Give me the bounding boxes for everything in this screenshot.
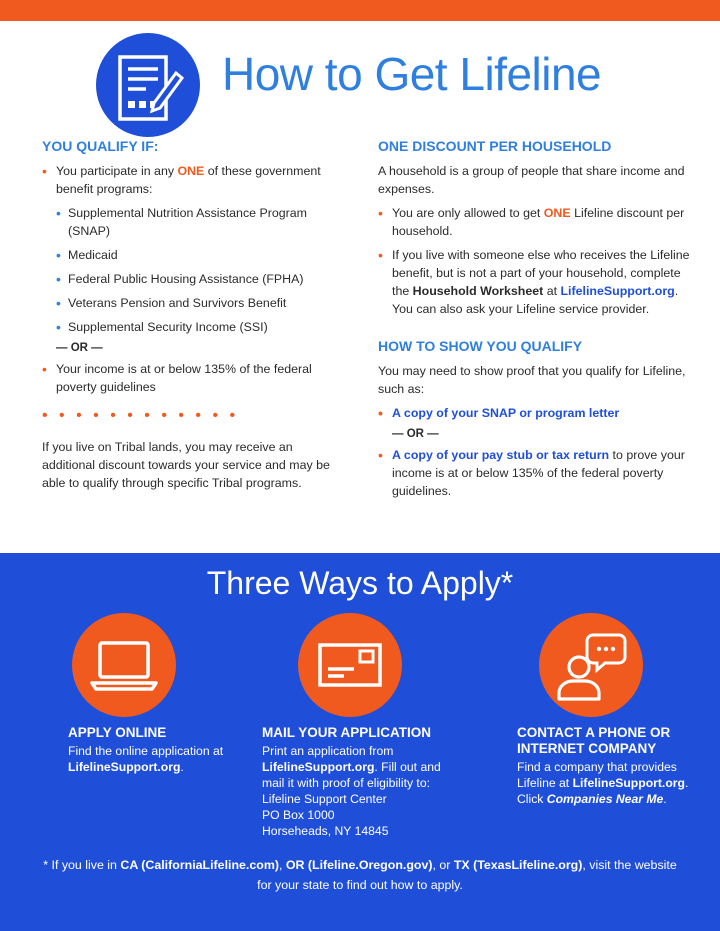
mail-application-link[interactable]: LifelineSupport.org	[262, 760, 375, 774]
contact-company-link[interactable]: LifelineSupport.org	[572, 776, 685, 790]
texas-link[interactable]: TX (TexasLifeline.org)	[453, 858, 583, 872]
person-speech-bubble-icon	[539, 613, 643, 717]
household-worksheet-label: Household Worksheet	[412, 284, 544, 298]
address-line: Horseheads, NY 14845	[262, 824, 389, 838]
one-emphasis: ONE	[177, 164, 205, 178]
household-section	[378, 138, 698, 506]
qualify-item-income: • Your income is at or below 135% of the federal poverty guidelines	[42, 360, 342, 396]
dotted-divider: • • • • • • • • • • • •	[42, 407, 239, 424]
household-rule-one: • You are only allowed to get ONE Lifeline discount per household.	[378, 204, 698, 240]
household-heading: ONE DISCOUNT PER HOUSEHOLD	[378, 138, 612, 154]
apply-online-link[interactable]: LifelineSupport.org	[68, 760, 181, 774]
mail-application-heading: MAIL YOUR APPLICATION	[262, 725, 432, 740]
qualify-section	[42, 138, 342, 492]
apply-online-block: APPLY ONLINE Find the online application at LifelineSupport.org.	[68, 725, 238, 775]
contact-company-heading: CONTACT A PHONE OR INTERNET COMPANY	[517, 725, 671, 756]
or-divider: — OR —	[392, 428, 439, 440]
program-item: • Federal Public Housing Assistance (FPHA)	[56, 270, 342, 288]
qualify-item-programs: • You participate in any ONE of these government benefit programs: • Supplemental Nutrition Assistance Program (SNAP) • Medicaid • Federal Public Housing Assistance (FPHA) • Veterans Pension and Survivors Benefit • Supplemental Security Income (SSI)	[42, 162, 342, 336]
laptop-icon	[72, 613, 176, 717]
address-line: Lifeline Support Center	[262, 792, 387, 806]
household-intro: A household is a group of people that share income and expenses.	[378, 164, 685, 196]
top-accent-bar	[0, 0, 720, 21]
california-link[interactable]: CA (CaliforniaLifeline.com)	[120, 858, 279, 872]
show-qualify-heading: HOW TO SHOW YOU QUALIFY	[378, 338, 583, 354]
application-form-icon	[96, 33, 200, 137]
program-item: • Supplemental Nutrition Assistance Program (SNAP)	[56, 204, 342, 240]
oregon-link[interactable]: OR (Lifeline.Oregon.gov)	[285, 858, 433, 872]
page-header	[0, 21, 720, 131]
envelope-icon	[298, 613, 402, 717]
household-worksheet-note: • If you live with someone else who receives the Lifeline benefit, but is not a part of your household, complete the Household Worksheet at LifelineSupport.org. You can also ask your Lifeline service provider.	[378, 246, 698, 318]
state-footnote: * If you live in CA (CaliforniaLifeline.com), OR (Lifeline.Oregon.gov), or TX (TexasLifeline.org), visit the website for your state to find out how to apply.	[43, 858, 677, 892]
apply-title: Three Ways to Apply*	[206, 565, 514, 601]
show-qualify-intro: You may need to show proof that you qualify for Lifeline, such as:	[378, 364, 686, 396]
apply-section	[0, 553, 720, 931]
address-line: PO Box 1000	[262, 808, 335, 822]
qualify-list	[42, 162, 342, 336]
proof-pay-stub: • A copy of your pay stub or tax return to prove your income is at or below 135% of the federal poverty guidelines.	[378, 446, 698, 500]
companies-near-me-link[interactable]: Companies Near Me	[546, 792, 664, 806]
page-title: How to Get Lifeline	[222, 48, 602, 100]
lifeline-support-link[interactable]: LifelineSupport.org	[560, 284, 675, 298]
or-divider: — OR —	[56, 342, 103, 354]
program-item: • Medicaid	[56, 246, 342, 264]
qualify-heading: YOU QUALIFY IF:	[42, 138, 159, 154]
mail-application-block: MAIL YOUR APPLICATION Print an application from LifelineSupport.org. Fill out and mail it with proof of eligibility to: Lifeline Support Center PO Box 1000 Horseheads, NY 14845	[262, 725, 462, 839]
apply-online-heading: APPLY ONLINE	[68, 725, 167, 740]
program-item: • Supplemental Security Income (SSI)	[56, 318, 342, 336]
contact-company-block: CONTACT A PHONE OR INTERNET COMPANY Find a company that provides Lifeline at LifelineSupport.org. Click Companies Near Me.	[517, 725, 697, 807]
apply-online-text: Find the online application at	[68, 744, 224, 758]
program-item: • Veterans Pension and Survivors Benefit	[56, 294, 342, 312]
proof-snap-letter: • A copy of your SNAP or program letter	[378, 404, 698, 422]
tribal-note: If you live on Tribal lands, you may receive an additional discount towards your service and may be able to qualify through specific Tribal programs.	[42, 440, 330, 490]
programs-list	[56, 204, 342, 336]
